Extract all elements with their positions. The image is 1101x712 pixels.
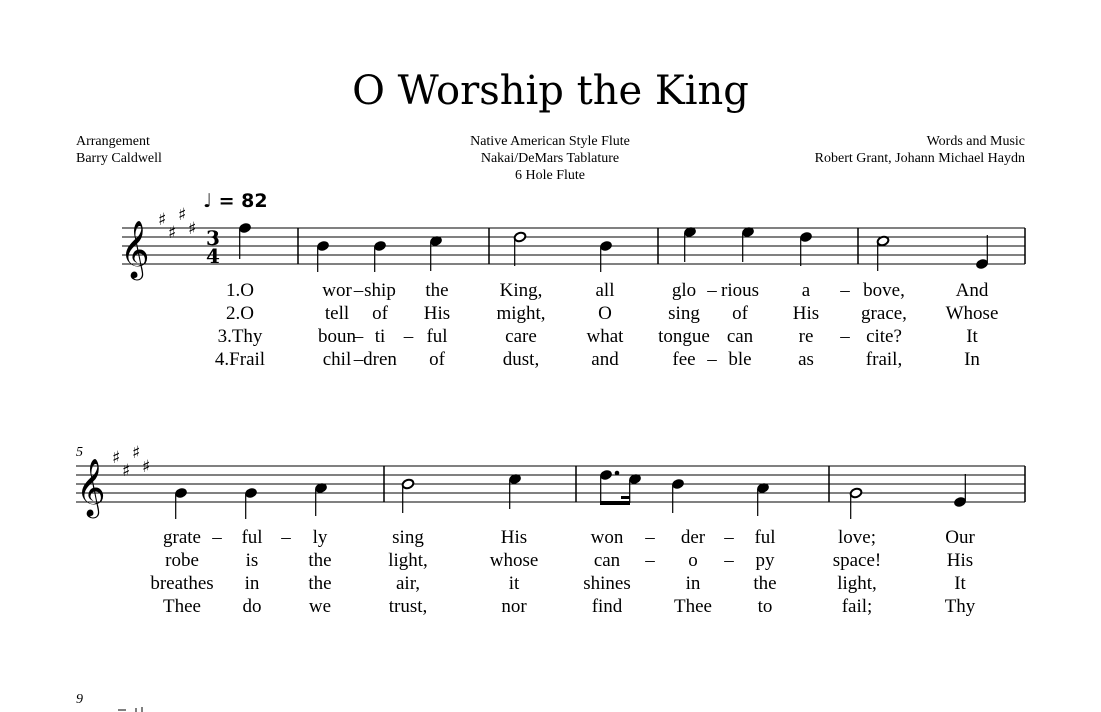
lyric-syllable: ble	[728, 349, 752, 370]
lyric-syllable: 4.Frail	[214, 349, 266, 370]
lyric-syllable: what	[586, 326, 624, 347]
lyric-syllable: ful	[426, 326, 448, 347]
lyric-syllable: And	[955, 280, 989, 301]
lyric-syllable: It	[954, 573, 966, 594]
lyric-syllable: fail;	[841, 596, 873, 617]
note	[953, 474, 966, 508]
note	[314, 482, 327, 516]
lyric-hyphen: –	[353, 326, 364, 347]
lyric-syllable: Thee	[163, 596, 201, 617]
svg-text:♯: ♯	[168, 223, 177, 243]
arranger-name: Barry Caldwell	[76, 151, 162, 166]
lyric-syllable: light,	[837, 573, 877, 594]
lyric-hyphen: –	[353, 280, 364, 301]
lyric-syllable: in	[685, 573, 701, 594]
note	[683, 226, 696, 262]
lyric-syllable: ful	[241, 527, 263, 548]
lyric-hyphen: –	[403, 326, 414, 347]
notes-system-1	[238, 222, 988, 272]
lyric-syllable: a	[801, 280, 811, 301]
lyric-syllable: His	[500, 527, 528, 548]
lyric-syllable: 2.O	[226, 303, 254, 324]
lyric-syllable: frail,	[865, 349, 903, 370]
lyric-syllable: is	[245, 550, 259, 571]
lyric-syllable: py	[755, 550, 775, 571]
lyric-syllable: we	[308, 596, 332, 617]
lyric-syllable: der	[680, 527, 706, 548]
lyric-syllable: Our	[945, 527, 975, 548]
svg-text:♯: ♯	[178, 205, 187, 225]
lyric-syllable: care	[505, 326, 537, 347]
note	[429, 235, 442, 271]
flute-type: 6 Hole Flute	[515, 168, 585, 183]
note	[671, 478, 684, 513]
lyric-syllable: glo	[671, 280, 697, 301]
lyric-syllable: the	[308, 550, 332, 571]
lyric-hyphen: –	[281, 527, 291, 548]
lyric-syllable: tongue	[658, 326, 710, 347]
svg-text:♯: ♯	[112, 448, 121, 468]
lyric-syllable: robe	[165, 550, 199, 571]
lyric-syllable: to	[757, 596, 773, 617]
lyric-syllable: shines	[583, 573, 631, 594]
lyric-syllable: fee	[672, 349, 696, 370]
lyric-syllable: air,	[395, 573, 421, 594]
lyric-syllable: ly	[312, 527, 328, 548]
lyric-syllable: wor	[322, 280, 352, 301]
lyric-syllable: all	[595, 280, 615, 301]
lyric-syllable: as	[798, 349, 814, 370]
lyric-hyphen: –	[645, 527, 655, 548]
treble-clef-icon: 𝄞	[120, 220, 150, 278]
lyric-syllable: tell	[324, 303, 350, 324]
lyric-syllable: can	[593, 550, 621, 571]
lyric-hyphen: –	[724, 527, 734, 548]
lyric-syllable: bove,	[863, 280, 905, 301]
time-signature	[206, 226, 220, 268]
lyric-syllable: King,	[499, 280, 543, 301]
tempo-value: = 82	[218, 190, 268, 212]
lyric-syllable: grate	[163, 527, 201, 548]
lyric-syllable: the	[425, 280, 449, 301]
lyric-syllable: light,	[388, 550, 428, 571]
lyric-syllable: sing	[668, 303, 700, 324]
treble-clef-icon: 𝄞	[76, 458, 106, 516]
lyric-syllable: it	[508, 573, 520, 594]
lyric-syllable: 1.O	[226, 280, 254, 301]
lyric-syllable: love;	[838, 527, 876, 548]
staff-system-1	[122, 228, 1025, 264]
staff-system-2	[76, 466, 1025, 502]
lyric-syllable: His	[946, 550, 974, 571]
lyric-syllable: of	[429, 349, 445, 370]
note	[244, 487, 257, 519]
lyric-syllable: grace,	[861, 303, 907, 324]
lyric-syllable: breathes	[150, 573, 214, 594]
note	[316, 240, 329, 272]
lyric-syllable: chil	[322, 349, 352, 370]
note	[799, 231, 812, 266]
note	[975, 235, 988, 270]
svg-text:♯: ♯	[188, 219, 197, 239]
svg-text:♯: ♯	[142, 457, 151, 477]
note	[373, 240, 386, 272]
svg-text:4: 4	[206, 244, 220, 268]
lyric-syllable: 3.Thy	[217, 326, 263, 347]
lyric-syllable: o	[688, 550, 698, 571]
lyric-syllable: dust,	[502, 349, 540, 370]
lyric-hyphen: –	[840, 280, 850, 301]
lyric-syllable: find	[591, 596, 623, 617]
lyric-hyphen: –	[707, 280, 717, 301]
instrument-name: Native American Style Flute	[470, 134, 630, 149]
composer-name: Robert Grant, Johann Michael Haydn	[814, 151, 1025, 166]
lyric-syllable: ship	[364, 280, 396, 301]
lyric-syllable: do	[242, 596, 262, 617]
note	[876, 235, 889, 271]
lyric-syllable: Thy	[944, 596, 976, 617]
lyric-syllable: His	[792, 303, 820, 324]
lyric-syllable: in	[244, 573, 260, 594]
lyric-syllable: can	[726, 326, 754, 347]
measure-number-9: 9	[76, 692, 83, 707]
lyric-syllable: ti	[374, 326, 386, 347]
note	[849, 487, 862, 519]
lyric-syllable: won	[590, 527, 624, 548]
lyric-syllable: ful	[754, 527, 776, 548]
lyric-syllable: dren	[363, 349, 397, 370]
measure-number-5: 5	[76, 445, 83, 460]
note	[741, 226, 754, 262]
lyric-syllable: cite?	[866, 326, 902, 347]
note	[174, 487, 187, 519]
lyric-syllable: whose	[489, 550, 539, 571]
lyric-syllable: might,	[496, 303, 546, 324]
lyric-syllable: It	[966, 326, 978, 347]
composer-label: Words and Music	[926, 134, 1025, 149]
lyric-syllable: Whose	[945, 303, 999, 324]
notes-system-2	[174, 469, 966, 519]
quarter-note-icon: ♩	[203, 190, 212, 212]
lyric-hyphen: –	[212, 527, 222, 548]
lyric-syllable: and	[591, 349, 619, 370]
note	[238, 222, 251, 259]
lyric-syllable: the	[308, 573, 332, 594]
lyric-syllable: sing	[392, 527, 424, 548]
note	[401, 478, 414, 513]
note-dotted-eighth	[599, 469, 618, 480]
lyric-syllable: of	[372, 303, 388, 324]
note	[513, 231, 526, 266]
staff-system-3	[118, 707, 142, 712]
lyric-syllable: nor	[501, 596, 527, 617]
beam	[600, 476, 630, 505]
note	[756, 482, 769, 516]
lyric-syllable: space!	[832, 550, 882, 571]
svg-text:♯: ♯	[158, 210, 167, 230]
lyric-syllable: O	[598, 303, 612, 324]
lyric-hyphen: –	[724, 550, 734, 571]
lyric-syllable: His	[423, 303, 451, 324]
lyric-syllable: of	[732, 303, 748, 324]
arranger-label: Arrangement	[76, 134, 150, 149]
lyric-hyphen: –	[353, 349, 364, 370]
lyric-syllable: the	[753, 573, 777, 594]
page-title: O Worship the King	[352, 68, 749, 114]
lyric-syllable: In	[964, 349, 980, 370]
svg-text:♯: ♯	[122, 461, 131, 481]
lyric-hyphen: –	[645, 550, 655, 571]
lyric-syllable: re	[798, 326, 814, 347]
lyric-syllable: trust,	[388, 596, 428, 617]
lyric-hyphen: –	[840, 326, 850, 347]
note	[599, 240, 612, 272]
lyric-hyphen: –	[707, 349, 717, 370]
lyric-syllable: Thee	[674, 596, 712, 617]
lyric-syllable: rious	[721, 280, 759, 301]
note	[508, 473, 521, 509]
svg-text:3: 3	[206, 226, 220, 250]
tablature-type: Nakai/DeMars Tablature	[480, 151, 620, 166]
svg-text:♯: ♯	[132, 443, 141, 463]
lyric-syllable: boun	[318, 326, 356, 347]
